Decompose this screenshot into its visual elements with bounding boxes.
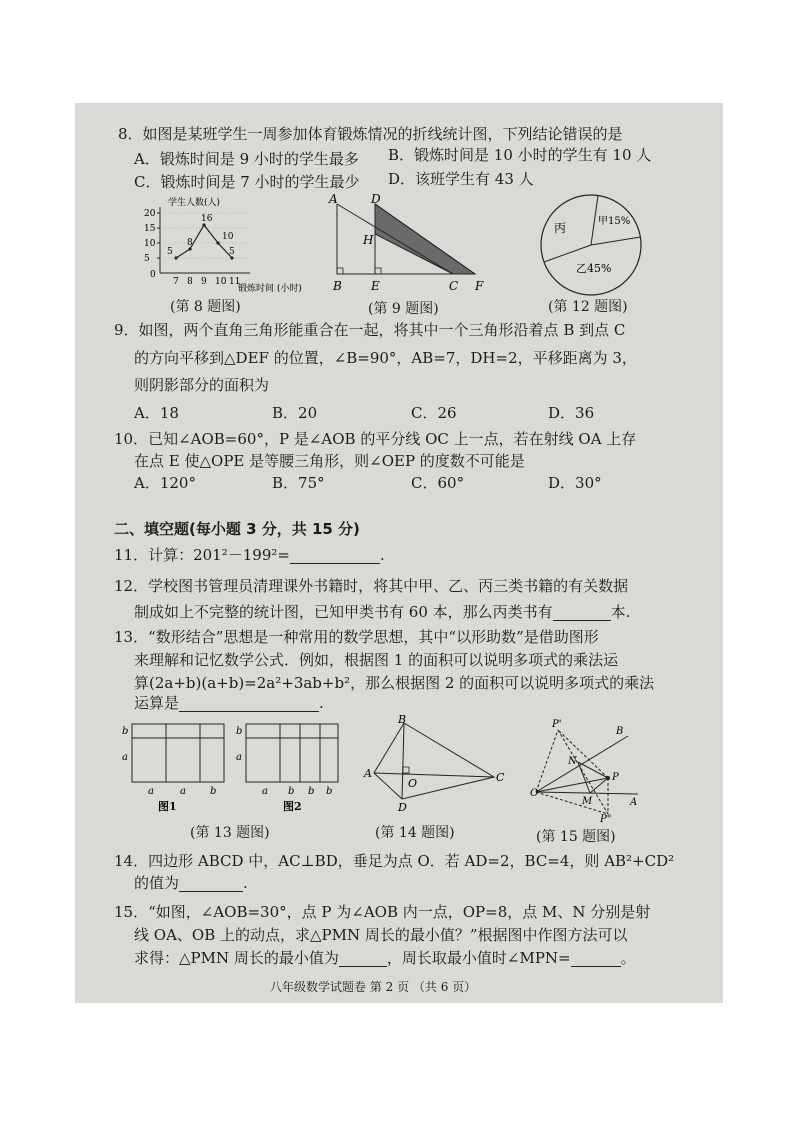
label-n: N: [568, 756, 577, 767]
q15-line-1: 15．“如图，∠AOB=30°，点 P 为∠AOB 内一点，OP=8，点 M、N 分别是射: [114, 903, 651, 921]
pie-divider-right: [591, 237, 641, 245]
label-d: D: [398, 801, 407, 814]
q14-text: 的值为: [134, 874, 180, 892]
q9-line-1: 9．如图，两个直角三角形能重合在一起，将其中一个三角形沿着点 B 到点 C: [114, 321, 626, 339]
chart-xtick-label: 11: [229, 277, 241, 287]
fig1-label-b: b: [122, 726, 129, 737]
section-2-heading: 二、填空题(每小题 3 分，共 15 分): [114, 520, 360, 538]
ray-oa: [536, 792, 638, 794]
q9-option-d: D．36: [548, 404, 595, 422]
right-angle-b: [337, 268, 343, 274]
q15-answer-blank-2[interactable]: [571, 952, 621, 967]
fig1-label-a2: a: [180, 786, 186, 797]
label-e: E: [371, 279, 380, 293]
chart-data-point: [216, 241, 219, 244]
figure-9-triangles: [325, 194, 495, 298]
o-to-p-prime: [536, 730, 558, 792]
right-angle-o: [403, 767, 409, 773]
figure-8-caption: (第 8 题图): [170, 299, 241, 315]
chart-xtick-label: 9: [201, 277, 207, 287]
fig2-label-a: a: [236, 752, 242, 763]
label-a: A: [364, 767, 372, 780]
q12-line-1: 12．学校图书管理员清理课外书籍时，将其中甲、乙、丙三类书籍的有关数据: [114, 577, 629, 595]
q13-end: .: [319, 694, 324, 712]
label-b: B: [333, 279, 342, 293]
q8-option-a: A．锻炼时间是 9 小时的学生最多: [134, 150, 359, 168]
q9-line-2: 的方向平移到△DEF 的位置，∠B=90°，AB=7，DH=2，平移距离为 3，: [134, 349, 637, 367]
q14-line-2: [134, 874, 248, 892]
q10-option-d: D．30°: [548, 474, 602, 492]
label-a: A: [630, 797, 638, 808]
fig2-label-b: b: [236, 726, 243, 737]
point-p: [606, 776, 610, 780]
q15-answer-blank-1[interactable]: [339, 952, 387, 967]
right-angle-e: [375, 268, 381, 274]
chart-xtick-label: 7: [173, 277, 179, 287]
chart-xtick-label: 10: [215, 277, 227, 287]
chart-data-label: 10: [222, 232, 234, 242]
q10-line-1: 10．已知∠AOB=60°，P 是∠AOB 的平分线 OC 上一点，若在射线 OA 上存: [114, 430, 637, 448]
segment-ac: [337, 204, 453, 274]
q12-end: 本.: [610, 603, 631, 621]
q9-option-c: C．26: [411, 404, 457, 422]
label-o: O: [530, 788, 539, 799]
fig2-rect: [246, 724, 338, 782]
q10-option-c: C．60°: [411, 474, 465, 492]
chart-ytick-label: 15: [144, 224, 156, 234]
q13-line-1: 13．“数形结合”思想是一种常用的数学思想，其中“以形助数”是借助图形: [114, 628, 599, 646]
page-footer: 八年级数学试题卷 第 2 页 （共 6 页）: [270, 980, 477, 994]
q12-answer-blank[interactable]: [553, 606, 611, 621]
label-d: D: [371, 194, 381, 206]
pie-divider-lower: [544, 245, 591, 262]
figure-8-line-chart: [140, 195, 320, 295]
q11-text: 11．计算：201²－199²=: [114, 546, 290, 564]
q9-line-3: 则阴影部分的面积为: [134, 376, 270, 394]
q13-answer-blank[interactable]: [179, 697, 319, 712]
chart-data-point: [174, 256, 177, 259]
figure-14-caption: (第 14 题图): [375, 825, 455, 841]
figure-9-caption: (第 9 题图): [368, 301, 439, 317]
q13-line-4: [134, 694, 324, 712]
pmn-side-2: [578, 762, 590, 793]
q15-line-2: 线 OA、OB 上的动点，求△PMN 周长的最小值？”根据图中作图方法可以: [134, 926, 628, 944]
label-p-prime: P': [552, 719, 562, 730]
q8-option-c: C．锻炼时间是 7 小时的学生最少: [134, 173, 360, 191]
q11: [114, 546, 385, 564]
figure-14-quadrilateral: [362, 715, 512, 815]
label-o: O: [408, 777, 418, 790]
pmn-side-1: [578, 762, 608, 778]
fig1-label-b2: b: [210, 786, 217, 797]
label-m: M: [582, 796, 593, 807]
q14-end: .: [243, 874, 248, 892]
q15-text-2: ，周长取最小值时∠MPN=: [386, 949, 571, 967]
q8-stem: 8．如图是某班学生一周参加体育锻炼情况的折线统计图，下列结论错误的是: [118, 125, 623, 143]
q12-text: 制成如上不完整的统计图，已知甲类书有 60 本，那么丙类书有: [134, 603, 553, 621]
q9-option-a: A．18: [134, 404, 179, 422]
q10-line-2: 在点 E 使△OPE 是等腰三角形，则∠OEP 的度数不可能是: [134, 452, 525, 470]
fig1-rect: [132, 724, 224, 782]
pie-label-yi: 乙45%: [576, 262, 612, 275]
q14-line-1: 14．四边形 ABCD 中，AC⊥BD，垂足为点 O．若 AD=2，BC=4，则 AB²+CD²: [114, 852, 675, 870]
q10-option-a: A．120°: [134, 474, 196, 492]
fig2-label-b2: b: [308, 786, 315, 797]
chart-origin-label: 0: [150, 270, 156, 280]
q14-answer-blank[interactable]: [179, 877, 243, 892]
q11-end: .: [379, 546, 385, 564]
q8-option-d: D．该班学生有 43 人: [388, 170, 534, 188]
label-p-dbl: P": [600, 814, 612, 822]
label-p: P: [612, 772, 619, 783]
chart-xtick-label: 8: [187, 277, 193, 287]
chart-ytick-label: 10: [144, 239, 156, 249]
q8-option-b: B．锻炼时间是 10 小时的学生有 10 人: [388, 146, 652, 164]
fig2-label-b3: b: [326, 786, 333, 797]
q13-line-3: 算(2a+b)(a+b)=2a²+3ab+b²，那么根据图 2 的面积可以说明多项式的乘法: [134, 674, 655, 692]
fig1-label-a: a: [122, 752, 128, 763]
chart-data-label: 5: [167, 247, 173, 257]
q15-line-3: [134, 949, 636, 967]
figure-15-reflection: [528, 716, 658, 822]
figure-13-area-models: [118, 720, 348, 815]
q13-line-2: 来理解和记忆数学公式．例如，根据图 1 的面积可以说明多项式的乘法运: [134, 651, 619, 669]
label-f: F: [475, 279, 484, 293]
diagonal-ac: [374, 773, 494, 777]
figure-12-caption: (第 12 题图): [548, 299, 628, 315]
quad-abcd: [374, 723, 494, 799]
q15-end: 。: [620, 949, 636, 967]
fig1-title: 图1: [158, 800, 177, 813]
q12-line-2: [134, 603, 630, 621]
fig2-label-a1: a: [262, 786, 268, 797]
chart-ylabel: 学生人数(人): [168, 198, 221, 208]
chart-xlabel: 锻炼时间 (小时): [238, 284, 302, 294]
chart-ytick-label: 5: [144, 254, 150, 264]
figure-13-caption: (第 13 题图): [190, 825, 270, 841]
pie-label-jia: 甲15%: [598, 216, 631, 227]
label-a: A: [329, 194, 338, 206]
pie-label-bing: 丙: [554, 221, 567, 235]
fig2-title: 图2: [283, 800, 302, 813]
pie-divider-top: [591, 196, 598, 246]
pp-to-p1: [558, 730, 608, 778]
diagonal-bd: [402, 723, 404, 799]
chart-ytick-label: 20: [144, 209, 156, 219]
label-h: H: [363, 233, 374, 247]
q11-answer-blank[interactable]: [290, 549, 380, 564]
figure-12-pie-chart: [536, 190, 646, 300]
q10-option-b: B．75°: [272, 474, 325, 492]
label-b: B: [398, 715, 407, 726]
chart-data-label: 16: [201, 214, 213, 224]
fig1-label-a1: a: [148, 786, 154, 797]
chart-data-label: 8: [187, 238, 193, 248]
label-c: C: [496, 771, 505, 784]
label-c: C: [449, 279, 459, 293]
q9-option-b: B．20: [272, 404, 318, 422]
figure-15-caption: (第 15 题图): [536, 829, 616, 845]
label-b: B: [616, 726, 624, 737]
chart-data-label: 5: [229, 247, 235, 257]
fig2-label-b1: b: [288, 786, 295, 797]
q15-text-1: 求得：△PMN 周长的最小值为: [134, 949, 339, 967]
q13-text: 运算是: [134, 694, 180, 712]
